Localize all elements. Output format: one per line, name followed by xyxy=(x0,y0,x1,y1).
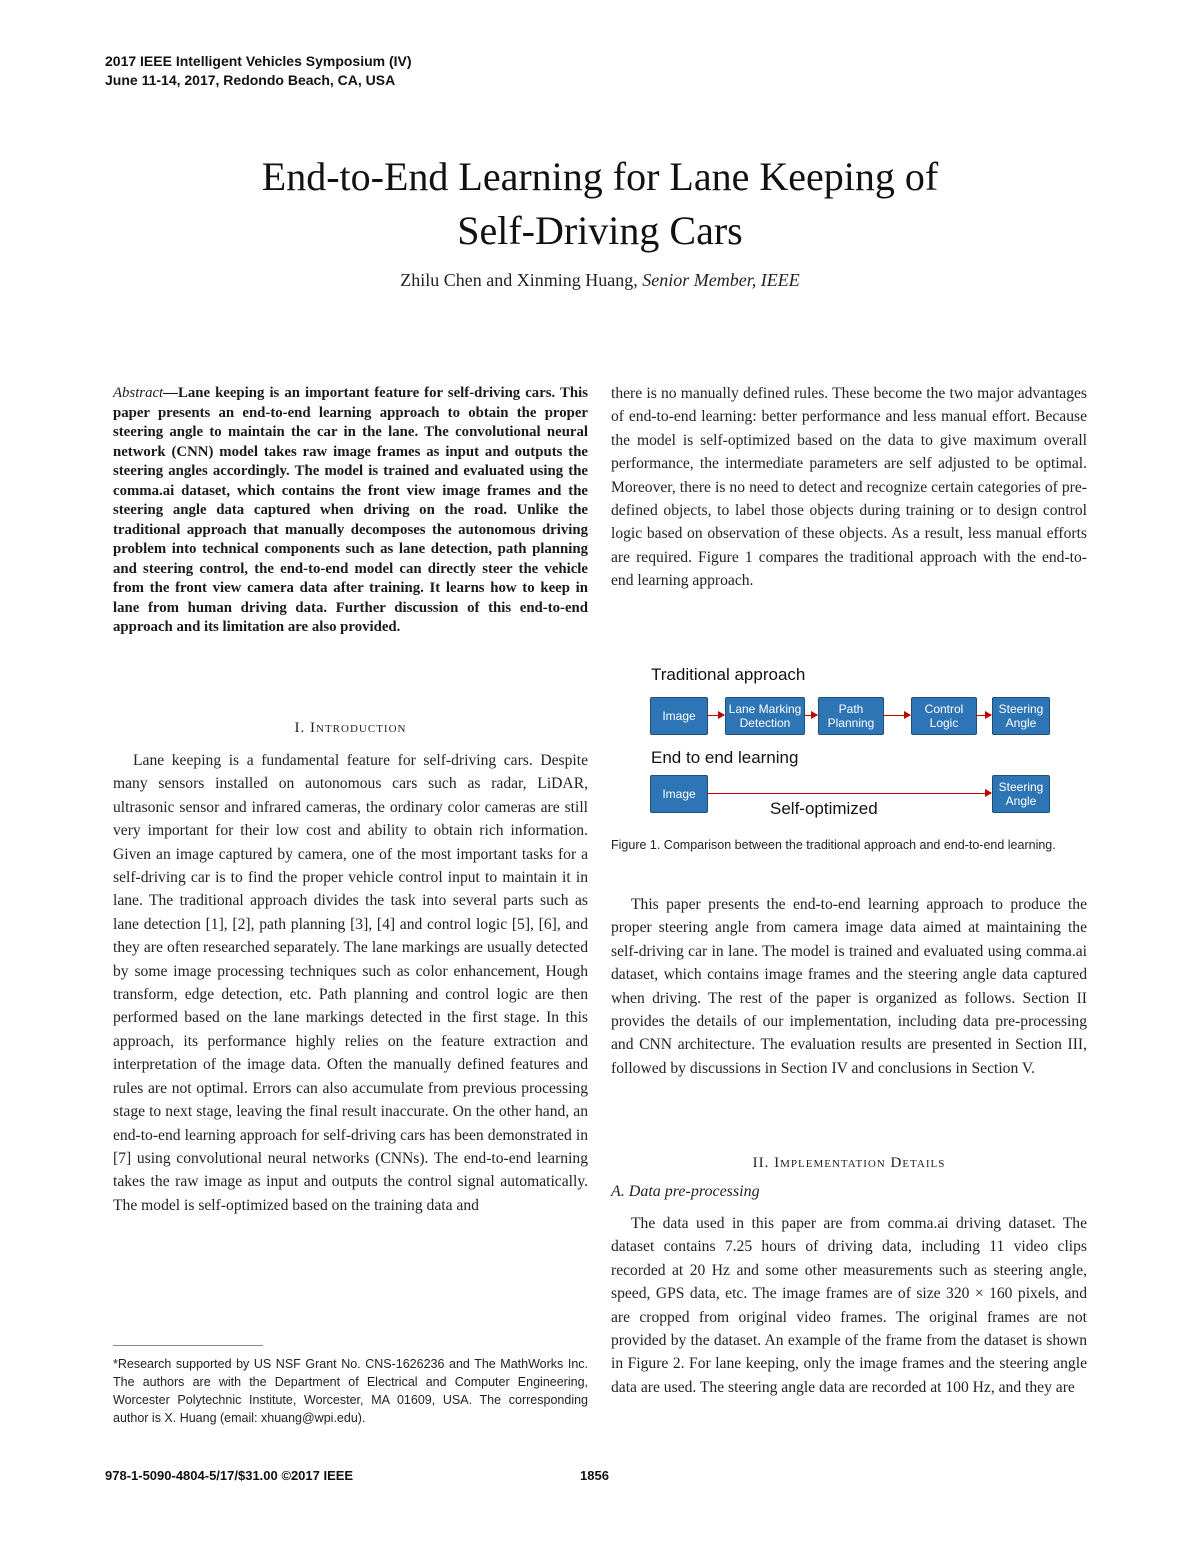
footnote-text: *Research supported by US NSF Grant No. CNS-1626236 and The MathWorks Inc. The authors are with the Department of Electrical and Computer Engineering, Worcester Polytechnic Institute, Worcester, MA 01609, USA. The corresponding author is X. Huang (email: xhuang@wpi.edu). xyxy=(113,1357,588,1425)
figure-1 xyxy=(640,662,1080,827)
subsection-heading-data-preprocessing: A. Data pre-processing xyxy=(611,1183,760,1200)
footer-isbn: 978-1-5090-4804-5/17/$31.00 ©2017 IEEE xyxy=(105,1468,354,1483)
arrow-e2e xyxy=(707,793,991,794)
abstract xyxy=(113,384,588,638)
author-line xyxy=(0,270,1200,291)
arrow-3 xyxy=(883,715,910,716)
figure-1-caption: Figure 1. Comparison between the traditional approach and end-to-end learning. xyxy=(611,838,1056,852)
box-image-e2e: Image xyxy=(650,775,708,813)
box-path-planning: Path Planning xyxy=(818,697,884,735)
end-to-end-label: End to end learning xyxy=(651,748,799,767)
arrow-2 xyxy=(804,715,817,716)
box-steering-angle-e2e: Steering Angle xyxy=(992,775,1050,813)
paper-overview-text: This paper presents the end-to-end learning approach to produce the proper steering angle from camera image data aimed at maintaining the self-driving car in lane. The model is trained and evaluated using comma.ai dataset, which contains image frames and the steering angle data captured when driving. The rest of the paper is organized as follows. Section II provides the details of our implementation, including data pre-processing and CNN architecture. The evaluation results are presented in Section III, followed by discussions in Section IV and conclusions in Section V. xyxy=(611,896,1087,1077)
paper-title-line-2: Self-Driving Cars xyxy=(457,208,743,253)
box-control-logic: Control Logic xyxy=(911,697,977,735)
section-heading-introduction: I. Introduction xyxy=(294,720,407,736)
page-number: 1856 xyxy=(580,1468,609,1483)
footnote xyxy=(113,1355,588,1427)
introduction-text: Lane keeping is a fundamental feature for self-driving cars. Despite many sensors installed on autonomous cars such as radar, LiDAR, ultrasonic sensor and infrared cameras, the ordinary color cameras are still very important for their low cost and ability to obtain rich information. Given an image captured by camera, one of the most important tasks for a self-driving car is to find the proper vehicle control input to maintain it in lane. The traditional approach divides the task into several parts such as lane detection [1], [2], path planning [3], [4] and control logic [5], [6], and they are often researched separately. The lane markings are usually detected by some image processing techniques such as color enhancement, Hough transform, edge detection, etc. Path planning and control logic are then performed based on the lane markings detected in the first stage. In this approach, its performance highly relies on the feature extraction and interpretation of the image data. Often the manually defined features and rules are not optimal. Errors can also accumulate from previous processing stage to next stage, leaving the final result inaccurate. On the other hand, an end-to-end learning approach for self-driving cars has been demonstrated in [7] using convolutional neural networks (CNNs). The end-to-end learning takes the raw image as input and outputs the control signal automatically. The model is self-optimized based on the training data and xyxy=(113,752,588,1214)
conference-header xyxy=(105,52,412,90)
arrow-1 xyxy=(707,715,724,716)
abstract-text: —Lane keeping is an important feature for self-driving cars. This paper presents an end-to-end learning approach to obtain the proper steering angle to maintain the car in the lane. The convolutional neural network (CNN) model takes raw image frames as input and outputs the steering angles accordingly. The model is trained and evaluated using the comma.ai dataset, which contains the front view image frames and the steering angle data captured when driving on the road. Unlike the traditional approach that manually decomposes the autonomous driving problem into technical components such as lane detection, path planning and steering control, the end-to-end model can directly steer the vehicle from the front view camera data after training. It learns how to keep in lane from human driving data. Further discussion of this end-to-end approach and its limitation are also provided. xyxy=(113,385,588,635)
paper-title xyxy=(0,150,1200,258)
right-column-intro-continued: there is no manually defined rules. These become the two major advantages of end-to-end learning: better performance and less manual effort. Because the model is self-optimized based on the data to give maximum overall performance, the intermediate parameters are self adjusted to be optimal. Moreover, there is no need to detect and recognize certain categories of pre-defined objects, to label those objects during training or to design control logic based on observation of these objects. As a result, less manual efforts are required. Figure 1 compares the traditional approach with the end-to-end learning approach. xyxy=(611,385,1087,590)
box-steering-angle: Steering Angle xyxy=(992,697,1050,735)
paper-title-line-1: End-to-End Learning for Lane Keeping of xyxy=(261,154,939,199)
author-names: Zhilu Chen and Xinming Huang, xyxy=(400,270,638,290)
traditional-approach-label: Traditional approach xyxy=(651,665,806,684)
section-heading-implementation: II. Implementation Details xyxy=(752,1155,946,1171)
conference-name: 2017 IEEE Intelligent Vehicles Symposium (IV) xyxy=(105,53,412,69)
box-lane-marking-detection: Lane Marking Detection xyxy=(725,697,805,735)
box-image: Image xyxy=(650,697,708,735)
arrow-4 xyxy=(976,715,991,716)
abstract-lead: Abstract xyxy=(113,385,164,401)
self-optimized-label: Self-optimized xyxy=(770,799,878,818)
footnote-rule xyxy=(113,1345,263,1346)
author-role: Senior Member, IEEE xyxy=(642,270,800,290)
conference-date-location: June 11-14, 2017, Redondo Beach, CA, USA xyxy=(105,72,396,88)
data-preprocessing-text: The data used in this paper are from comma.ai driving dataset. The dataset contains 7.25 hours of driving data, including 11 video clips recorded at 20 Hz and some other measurements such as steering angle, speed, GPS data, etc. The image frames are of size 320 × 160 pixels, and are cropped from original video frames. The original frames are not provided by the dataset. An example of the frame from the dataset is shown in Figure 2. For lane keeping, only the image frames and the steering angle data are used. The steering angle data are recorded at 100 Hz, and they are xyxy=(611,1215,1087,1396)
